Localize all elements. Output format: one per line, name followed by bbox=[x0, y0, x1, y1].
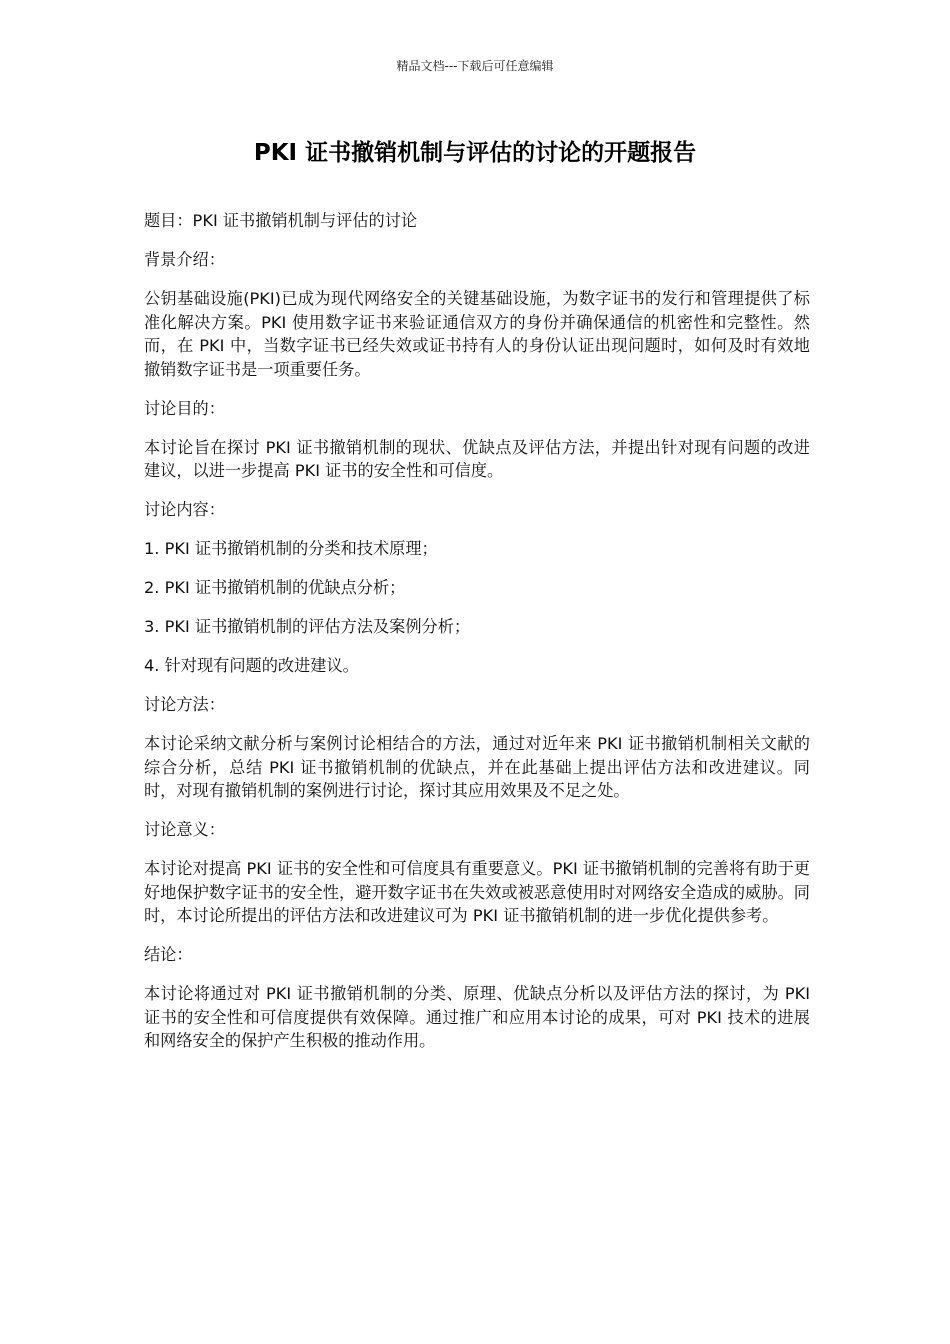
section-heading-conclusion: 结论： bbox=[144, 945, 193, 964]
page-header: 精品文档---下载后可任意编辑 bbox=[396, 59, 554, 73]
purpose-paragraph: 本讨论旨在探讨 PKI 证书撤销机制的现状、优缺点及评估方法，并提出针对现有问题的改进建议，以进一步提高 PKI 证书的安全性和可信度。 bbox=[144, 437, 810, 480]
section-heading-purpose: 讨论目的： bbox=[144, 398, 225, 418]
conclusion-paragraph: 本讨论将通过对 PKI 证书撤销机制的分类、原理、优缺点分析以及评估方法的探讨，为 PKI 证书的安全性和可信度提供有效保障。通过推广和应用本讨论的成果，可对 PKI 技术的进展和网络安全的保护产生积极的推动作用。 bbox=[144, 984, 810, 1050]
content-list-item: 2. PKI 证书撤销机制的优缺点分析； bbox=[144, 578, 406, 597]
content-list-item: 3. PKI 证书撤销机制的评估方法及案例分析； bbox=[144, 617, 471, 636]
section-heading-significance: 讨论意义： bbox=[144, 820, 225, 839]
topic-line: 题目：PKI 证书撤销机制与评估的讨论 bbox=[144, 211, 418, 230]
section-heading-background: 背景介绍： bbox=[144, 250, 225, 269]
content-list-item: 4. 针对现有问题的改进建议。 bbox=[144, 656, 359, 675]
content-list-item: 1. PKI 证书撤销机制的分类和技术原理； bbox=[144, 539, 438, 558]
method-paragraph: 本讨论采纳文献分析与案例讨论相结合的方法，通过对近年来 PKI 证书撤销机制相关文献的综合分析，总结 PKI 证书撤销机制的优缺点，并在此基础上提出评估方法和改进建议。同时，对现有撤销机制的案例进行讨论，探讨其应用效果及不足之处。 bbox=[144, 734, 810, 800]
document-title: PKI 证书撤销机制与评估的讨论的开题报告 bbox=[253, 140, 697, 166]
document-body bbox=[144, 209, 810, 1068]
background-paragraph: 公钥基础设施(PKI)已成为现代网络安全的关键基础设施，为数字证书的发行和管理提供了标准化解决方案。PKI 使用数字证书来验证通信双方的身份并确保通信的机密性和完整性。然而，在 PKI 中，当数字证书已经失效或证书持有人的身份认证出现问题时，如何及时有效地撤销数字证书是一项重要任务。 bbox=[144, 289, 810, 379]
section-heading-content: 讨论内容： bbox=[144, 500, 225, 519]
significance-paragraph: 本讨论对提高 PKI 证书的安全性和可信度具有重要意义。PKI 证书撤销机制的完善将有助于更好地保护数字证书的安全性，避开数字证书在失效或被恶意使用时对网络安全造成的威胁。同时，本讨论所提出的评估方法和改进建议可为 PKI 证书撤销机制的进一步优化提供参考。 bbox=[144, 859, 810, 925]
section-heading-method: 讨论方法： bbox=[144, 695, 225, 714]
